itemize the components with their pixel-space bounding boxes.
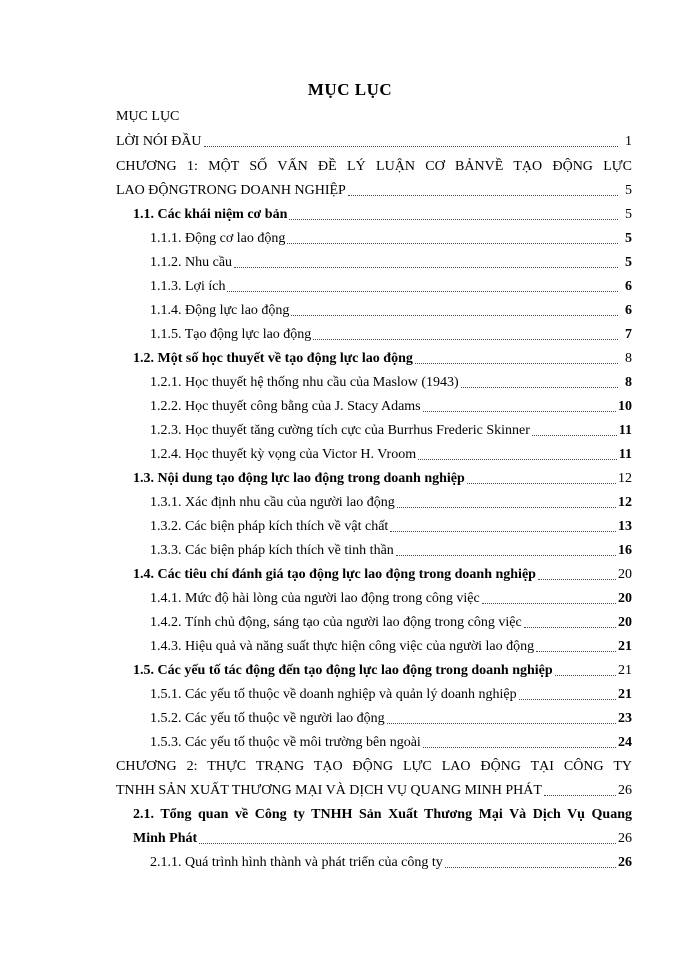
toc-chapter-line1[interactable]: CHƯƠNG 2: THỰC TRẠNG TẠO ĐỘNG LỰC LAO ĐỘNG TẠI CÔNG TY (116, 759, 632, 774)
toc-entry-page: 12 (618, 471, 632, 486)
toc-subsection[interactable] (150, 590, 632, 608)
toc-entry-page: 5 (625, 207, 632, 222)
leader-dots (555, 675, 616, 676)
toc-section[interactable] (133, 662, 632, 680)
toc-section[interactable] (133, 350, 632, 368)
toc-entry-text: 1.5. Các yếu tố tác động đến tạo động lực lao động trong doanh nghiệp (133, 663, 553, 678)
toc-entry-page: 26 (618, 831, 632, 846)
toc-entry-page: 8 (625, 375, 632, 390)
toc-section-line1[interactable]: 2.1. Tổng quan về Công ty TNHH Sản Xuất Thương Mại Và Dịch Vụ Quang (133, 807, 632, 822)
toc-entry-page: 10 (618, 399, 632, 414)
toc-entry-page: 24 (618, 735, 632, 750)
toc-entry-text: 1.1.4. Động lực lao động (150, 303, 290, 318)
toc-entry-page: 11 (618, 423, 632, 438)
toc-entry-page: 21 (618, 639, 632, 654)
toc-chapter-line1[interactable]: CHƯƠNG 1: MỘT SỐ VẤN ĐỀ LÝ LUẬN CƠ BẢNVỀ TẠO ĐỘNG LỰC (116, 159, 632, 174)
toc-entry-page: 20 (618, 615, 632, 630)
toc-subsection[interactable] (150, 638, 632, 656)
toc-entry-page: 1 (625, 134, 632, 149)
toc-entry-page: 6 (625, 303, 632, 318)
toc-section[interactable] (133, 470, 632, 488)
page-title: MỤC LỤC (307, 80, 393, 99)
toc-entry-page: 6 (625, 279, 632, 294)
toc-entry-text: 1.4.1. Mức độ hài lòng của người lao động trong công việc (150, 591, 480, 606)
toc-entry-text: 1.3. Nội dung tạo động lực lao động trong doanh nghiệp (133, 471, 465, 486)
toc-entry-page: 8 (625, 351, 632, 366)
toc-entry-page: 16 (618, 543, 632, 558)
toc-entry-page: 11 (618, 447, 632, 462)
toc-entry-text: 1.2.4. Học thuyết kỳ vọng của Victor H. Vroom (150, 447, 417, 462)
toc-entry-text: Minh Phát (133, 831, 198, 846)
toc-entry-page: 20 (618, 591, 632, 606)
toc-entry-page: 21 (618, 687, 632, 702)
leader-dots (524, 627, 616, 628)
toc-subsection[interactable] (150, 542, 632, 560)
toc-subsection[interactable] (150, 614, 632, 632)
toc-section[interactable] (133, 566, 632, 584)
toc-entry-text: LAO ĐỘNGTRONG DOANH NGHIỆP (116, 183, 346, 198)
toc-subsection[interactable] (150, 686, 632, 704)
toc-entry-page: 20 (618, 567, 632, 582)
toc-subsection[interactable] (150, 446, 632, 464)
leader-dots (348, 195, 618, 196)
leader-dots (467, 483, 616, 484)
toc-entry-page: 5 (625, 255, 632, 270)
toc-heading-text: MỤC LỤC (116, 109, 180, 124)
leader-dots (544, 795, 616, 796)
toc-subsection[interactable] (150, 374, 632, 392)
toc-entry-text: 1.4.3. Hiệu quả và năng suất thực hiện công việc của người lao động (150, 639, 535, 654)
toc-entry-text: 1.5.1. Các yếu tố thuộc về doanh nghiệp và quản lý doanh nghiệp (150, 687, 517, 702)
toc-entry-text: 1.2.3. Học thuyết tăng cường tích cực của Burrhus Frederic Skinner (150, 423, 530, 438)
toc-chapter[interactable] (116, 182, 632, 200)
leader-dots (397, 507, 616, 508)
toc-entry-text: LỜI NÓI ĐẦU (116, 134, 202, 149)
toc-subsection[interactable] (150, 398, 632, 416)
toc-entry-page: 5 (625, 231, 632, 246)
toc-subsection[interactable] (150, 518, 632, 536)
toc-subsection[interactable] (150, 710, 632, 728)
toc-entry-page: 12 (618, 495, 632, 510)
toc-entry-text: TNHH SẢN XUẤT THƯƠNG MẠI VÀ DỊCH VỤ QUANG MINH PHÁT (116, 783, 542, 798)
leader-dots (396, 555, 616, 556)
toc-subsection[interactable] (150, 854, 632, 872)
toc-section[interactable] (133, 830, 632, 848)
toc-entry-page: 5 (625, 183, 632, 198)
toc-entry-page: 13 (618, 519, 632, 534)
toc-subsection[interactable] (150, 494, 632, 512)
leader-dots (536, 651, 616, 652)
toc-entry-text: 1.1.5. Tạo động lực lao động (150, 327, 312, 342)
leader-dots (538, 579, 616, 580)
leader-dots (387, 723, 616, 724)
leader-dots (390, 531, 616, 532)
toc-heading (116, 108, 179, 126)
toc-entry-page: 26 (618, 855, 632, 870)
toc-entry-text: 1.3.2. Các biện pháp kích thích về vật chất (150, 519, 389, 534)
leader-dots (461, 387, 618, 388)
leader-dots (519, 699, 616, 700)
toc-subsection[interactable] (150, 734, 632, 752)
toc-entry[interactable] (116, 133, 632, 151)
toc-subsection[interactable] (150, 422, 632, 440)
leader-dots (532, 435, 617, 436)
leader-dots (423, 747, 616, 748)
leader-dots (199, 843, 616, 844)
toc-entry-page: 21 (618, 663, 632, 678)
toc-entry-text: 1.2.2. Học thuyết công bằng của J. Stacy Adams (150, 399, 421, 414)
toc-section[interactable] (133, 206, 632, 224)
leader-dots (418, 459, 617, 460)
leader-dots (423, 411, 616, 412)
toc-subsection[interactable] (150, 254, 632, 272)
toc-entry-text: 1.5.3. Các yếu tố thuộc về môi trường bên ngoài (150, 735, 421, 750)
leader-dots (289, 219, 618, 220)
leader-dots (291, 315, 618, 316)
leader-dots (445, 867, 616, 868)
toc-entry-text: 1.3.1. Xác định nhu cầu của người lao động (150, 495, 395, 510)
toc-entry-page: 26 (618, 783, 632, 798)
toc-entry-text: 1.2.1. Học thuyết hệ thống nhu cầu của Maslow (1943) (150, 375, 459, 390)
leader-dots (415, 363, 618, 364)
leader-dots (204, 146, 618, 147)
toc-entry-text: 1.1. Các khái niệm cơ bản (133, 207, 288, 222)
toc-chapter[interactable] (116, 782, 632, 800)
leader-dots (287, 243, 618, 244)
toc-entry-text: 1.1.3. Lợi ích (150, 279, 226, 294)
toc-entry-text: 1.1.1. Động cơ lao động (150, 231, 286, 246)
toc-entry-text: 1.3.3. Các biện pháp kích thích về tinh thần (150, 543, 394, 558)
leader-dots (313, 339, 618, 340)
toc-entry-page: 7 (625, 327, 632, 342)
leader-dots (227, 291, 618, 292)
toc-subsection[interactable] (150, 302, 632, 320)
leader-dots (234, 267, 618, 268)
toc-subsection[interactable] (150, 326, 632, 344)
leader-dots (482, 603, 616, 604)
toc-entry-text: 1.2. Một số học thuyết về tạo động lực lao động (133, 351, 413, 366)
toc-entry-text: 1.1.2. Nhu cầu (150, 255, 233, 270)
toc-entry-text: 2.1.1. Quá trình hình thành và phát triển của công ty (150, 855, 443, 870)
toc-entry-text: 1.4.2. Tính chủ động, sáng tạo của người lao động trong công việc (150, 615, 522, 630)
toc-subsection[interactable] (150, 230, 632, 248)
toc-entry-page: 23 (618, 711, 632, 726)
toc-subsection[interactable] (150, 278, 632, 296)
toc-entry-text: 1.5.2. Các yếu tố thuộc về người lao động (150, 711, 385, 726)
toc-entry-text: 1.4. Các tiêu chí đánh giá tạo động lực lao động trong doanh nghiệp (133, 567, 536, 582)
